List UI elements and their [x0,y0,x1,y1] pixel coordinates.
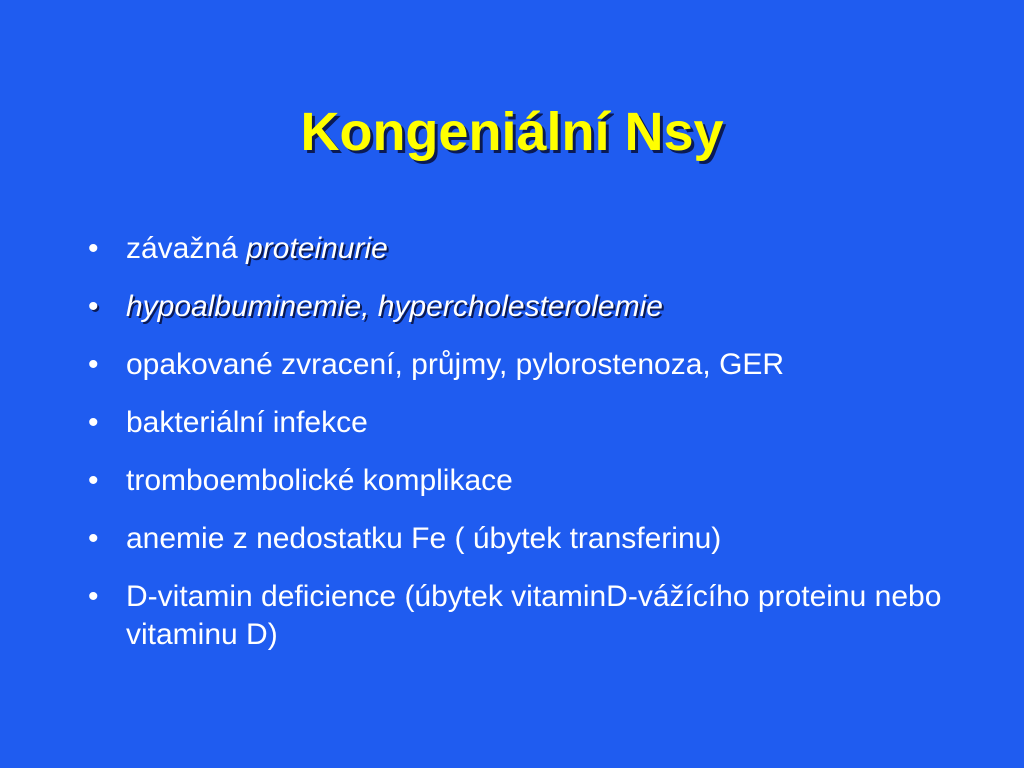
bullet-text: závažná [126,232,247,265]
bullet-item-proteinurie [88,230,948,268]
bullet-icon: • [88,580,99,613]
bullet-item-zvraceni [88,346,948,384]
bullet-icon: • [88,522,99,555]
bullet-icon: • [88,406,99,439]
bullet-item-tromboembolie [88,462,948,500]
bullet-text: tromboembolické komplikace [126,464,513,497]
bullet-text: bakteriální infekce [126,406,368,439]
bullet-item-hypoalbuminemie [88,288,948,326]
bullet-icon: • [88,348,99,381]
bullet-icon: • [88,232,99,265]
bullet-item-vitamin-d [88,578,948,654]
bullet-item-anemie [88,520,948,558]
slide-title: Kongeniální Nsy [300,102,724,162]
bullet-text: opakované zvracení, průjmy, pylorostenoza, GER [126,348,785,381]
bullet-italic-text: proteinurie [246,232,388,265]
bullet-list [88,230,948,674]
bullet-item-infekce [88,404,948,442]
bullet-italic-text: hypoalbuminemie, hypercholesterolemie [126,290,663,323]
bullet-text: D-vitamin deficience (úbytek vitaminD-vážícího proteinu nebo vitaminu D) [126,580,942,651]
bullet-icon: • [88,290,99,323]
bullet-text: anemie z nedostatku Fe ( úbytek transferinu) [126,522,722,555]
bullet-icon: • [88,464,99,497]
